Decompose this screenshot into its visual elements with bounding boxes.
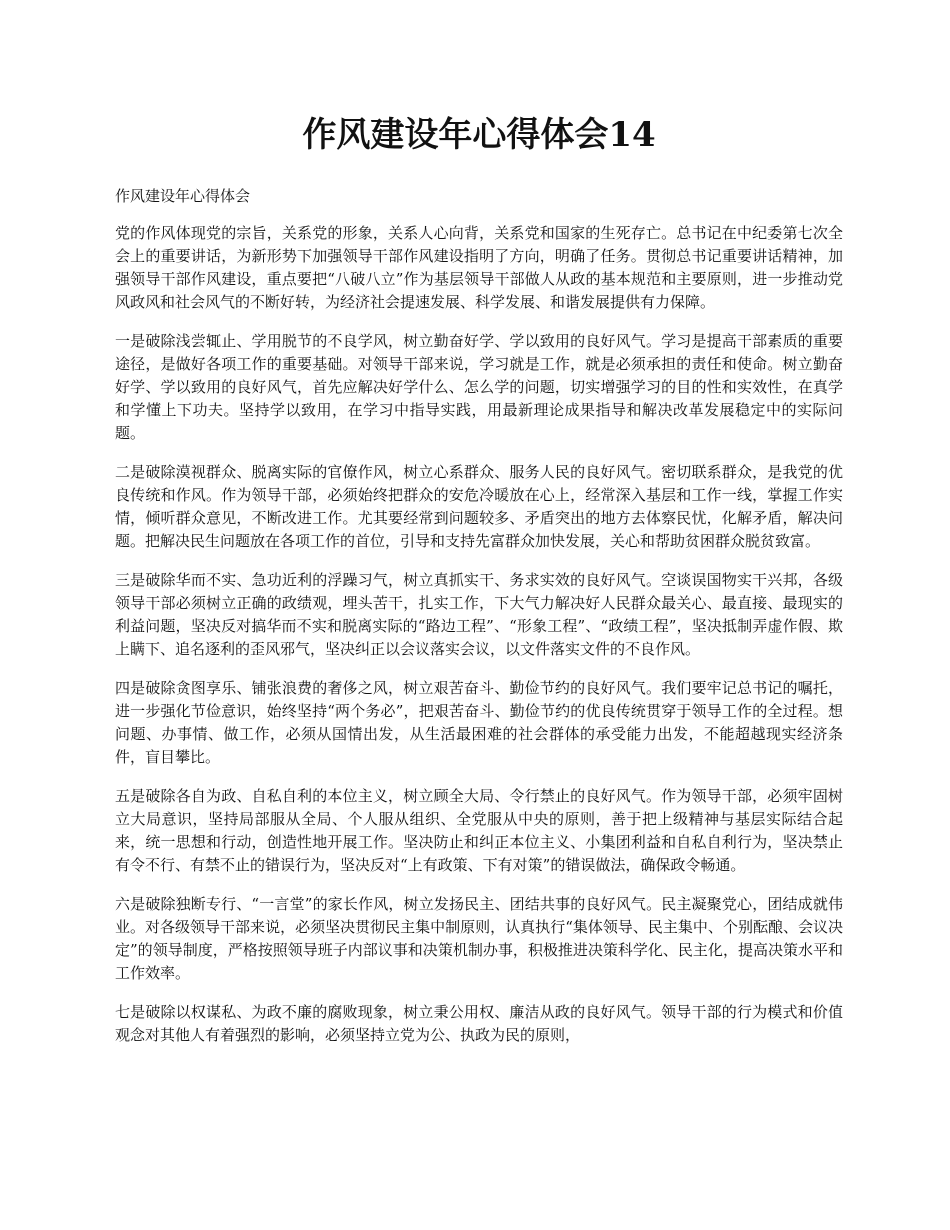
paragraph-2: 二是破除漠视群众、脱离实际的官僚作风，树立心系群众、服务人民的良好风气。密切联系群众，是我党的优良传统和作风。作为领导干部，必须始终把群众的安危冷暖放在心上，经常深入基层和工作一线，掌握工作实情，倾听群众意见，不断改进工作。尤其要经常到问题较多、矛盾突出的地方去体察民忧，化解矛盾，解决问题。把解决民生问题放在各项工作的首位，引导和支持先富群众加快发展，关心和帮助贫困群众脱贫致富。 — [115, 463, 843, 550]
page-title: 作风建设年心得体会14 — [302, 115, 656, 155]
paragraph-4: 四是破除贪图享乐、铺张浪费的奢侈之风，树立艰苦奋斗、勤俭节约的良好风气。我们要牢记总书记的嘱托，进一步强化节俭意识，始终坚持“两个务必”，把艰苦奋斗、勤俭节约的优良传统贯穿于领导工作的全过程。想问题、办事情、做工作，必须从国情出发，从生活最困难的社会群体的承受能力出发，不能超越现实经济条件，盲目攀比。 — [115, 679, 843, 766]
document-subtitle: 作风建设年心得体会 — [115, 187, 251, 205]
paragraph-6: 六是破除独断专行、“一言堂”的家长作风，树立发扬民主、团结共事的良好风气。民主凝聚党心，团结成就伟业。对各级领导干部来说，必须坚决贯彻民主集中制原则，认真执行“集体领导、民主集中、个别酝酿、会议决定”的领导制度，严格按照领导班子内部议事和决策机制办事，积极推进决策科学化、民主化，提高决策水平和工作效率。 — [115, 895, 843, 982]
paragraph-5: 五是破除各自为政、自私自利的本位主义，树立顾全大局、令行禁止的良好风气。作为领导干部，必须牢固树立大局意识，坚持局部服从全局、个人服从组织、全党服从中央的原则，善于把上级精神与基层实际结合起来，统一思想和行动，创造性地开展工作。坚决防止和纠正本位主义、小集团利益和自私自利行为，坚决禁止有令不行、有禁不止的错误行为，坚决反对“上有政策、下有对策”的错误做法，确保政令畅通。 — [115, 787, 843, 874]
paragraph-1: 一是破除浅尝辄止、学用脱节的不良学风，树立勤奋好学、学以致用的良好风气。学习是提高干部素质的重要途径，是做好各项工作的重要基础。对领导干部来说，学习就是工作，就是必须承担的责任和使命。树立勤奋好学、学以致用的良好风气，首先应解决好学什么、怎么学的问题，切实增强学习的目的性和实效性，在真学和学懂上下功夫。坚持学以致用，在学习中指导实践，用最新理论成果指导和解决改革发展稳定中的实际问题。 — [115, 332, 843, 442]
document-page — [115, 110, 843, 1047]
paragraph-3: 三是破除华而不实、急功近利的浮躁习气，树立真抓实干、务求实效的良好风气。空谈误国物实干兴邦，各级领导干部必须树立正确的政绩观，埋头苦干，扎实工作，下大气力解决好人民群众最关心、最直接、最现实的利益问题，坚决反对搞华而不实和脱离实际的“路边工程”、“形象工程”、“政绩工程”，坚决抵制弄虚作假、欺上瞒下、追名逐利的歪风邪气，坚决纠正以会议落实会议，以文件落实文件的不良作风。 — [115, 571, 843, 658]
paragraph-intro: 党的作风体现党的宗旨，关系党的形象，关系人心向背，关系党和国家的生死存亡。总书记在中纪委第七次全会上的重要讲话，为新形势下加强领导干部作风建设指明了方向，明确了任务。贯彻总书记重要讲话精神，加强领导干部作风建设，重点要把“八破八立”作为基层领导干部做人从政的基本规范和主要原则，进一步推动党风政风和社会风气的不断好转，为经济社会提速发展、科学发展、和谐发展提供有力保障。 — [115, 224, 843, 311]
paragraph-7: 七是破除以权谋私、为政不廉的腐败现象，树立秉公用权、廉洁从政的良好风气。领导干部的行为模式和价值观念对其他人有着强烈的影响，必须坚持立党为公、执政为民的原则， — [115, 1003, 843, 1044]
